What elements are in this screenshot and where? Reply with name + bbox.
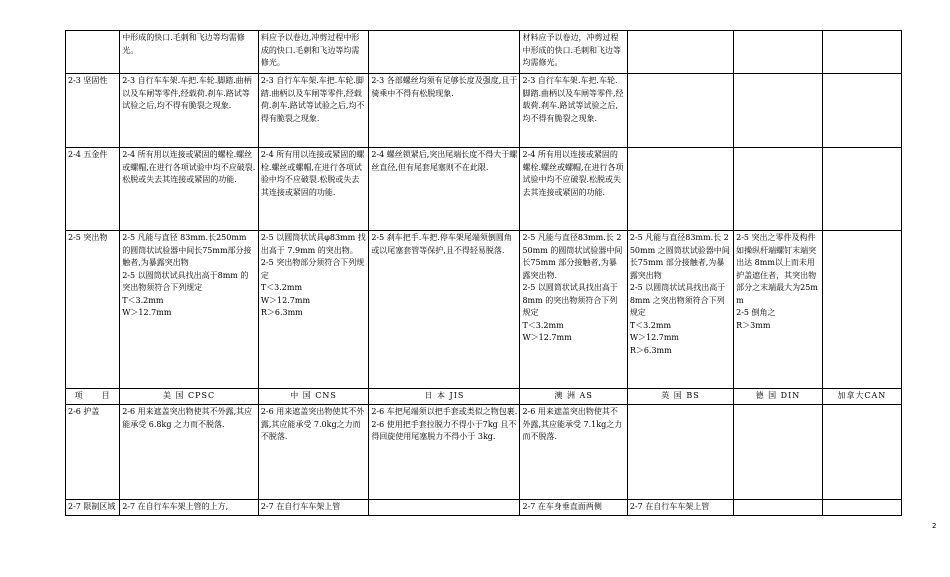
cell-germany-din: [734, 74, 823, 148]
cell-usa-cpsc: 2-6 用来遮盖突出物使其不外露,其应能承受 6.8kg 之力而不脱落.: [120, 405, 259, 500]
header-cell-canada-can: 加拿大CAN: [822, 389, 901, 405]
header-cell-australia-as: 澳 洲 AS: [520, 389, 627, 405]
cell-australia-as: 2-3 自行车车架.车把.车轮.脚踏.曲柄以及车闸等零件,经载荷.刹车.路试等试验之后,均不得有脆裂之现象.: [520, 74, 627, 148]
cell-item: 2-7 限制区域: [66, 500, 120, 516]
cell-australia-as: 2-5 凡能与直径83mm.长 250mm 的圆筒状试验器中间长75mm 部分接触者,为暴露突出物. 2-5 以圆筒状试具找出高于 8mm 的突出物须符合下列规定 T＜3.2mm W＞12.7mm: [520, 231, 627, 389]
cell-china-cns: 2-4 所有用以连接或紧固的螺栓.螺丝或螺帽,在进行各项试验中均不应破裂.松脱或失去其连接或紧固的功能.: [258, 148, 368, 231]
cell-australia-as: 2-4 所有用以连接或紧固的螺栓.螺丝或螺帽,在进行各项试验中均不应破裂.松脱或失去其连接或紧固的功能.: [520, 148, 627, 231]
header-cell-usa-cpsc: 美 国 CPSC: [120, 389, 259, 405]
cell-germany-din: [734, 31, 823, 74]
cell-uk-bs: 2-5 凡能与直径83mm.长 250mm 之圆筒状试验器中间长75mm 部分接触者,为暴露突出物 2-5 以圆筒状试具找出高于 8mm 之突出物须符合下列规定 T＜3.2mm W＞12.7mm R＞6.3mm: [627, 231, 733, 389]
cell-australia-as: 材料应予以卷边，冲剪过程中形成的快口.毛刺和飞边等均需修光。: [520, 31, 627, 74]
header-cell-item: 项 目: [66, 389, 120, 405]
cell-canada-can: [822, 405, 901, 500]
table-row: [66, 148, 902, 231]
cell-china-cns: 2-5 以圆筒状试具φ83mm 找出高于 7.9mm 的突出物。 2-5 突出物部分须符合下列规定 T＜3.2mm W＞12.7mm R＞6.3mm: [258, 231, 368, 389]
header-cell-china-cns: 中 国 CNS: [258, 389, 368, 405]
cell-australia-as: 2-7 在车身垂直面两侧: [520, 500, 627, 516]
cell-usa-cpsc: 2-5 凡能与直径 83mm.长250mm 的圆筒状试验器中间长75mm部分接触者,为暴露突出物 2-5 以圆筒状试具找出高于8mm 的突出物须符合下列规定 T＜3.2mm W＞12.7mm: [120, 231, 259, 389]
cell-usa-cpsc: 2-3 自行车车架.车把.车轮.脚踏.曲柄以及车闸等零件,经载荷.刹车.路试等试验之后,均不得有脆裂之现象.: [120, 74, 259, 148]
cell-china-cns: 2-7 在自行车车架上管: [258, 500, 368, 516]
cell-canada-can: [822, 31, 901, 74]
cell-item: [66, 31, 120, 74]
cell-china-cns: 2-3 自行车车架.车把.车轮.脚踏.曲柄以及车闸等零件,经载荷.刹车.路试等试验之后,均不得有脆裂之现象.: [258, 74, 368, 148]
standards-comparison-table: [65, 30, 902, 516]
cell-germany-din: 2-5 突出之零件及构件如操纵杆端螺钉末端突出达 8mm以上而未用护盖遮住者，其突出物部分之末端最大为25mm 2-5 倒角之 R＞3mm: [734, 231, 823, 389]
table-row: [66, 74, 902, 148]
cell-usa-cpsc: 2-4 所有用以连接或紧固的螺栓.螺丝或螺帽,在进行各项试验中均不应破裂.松脱或失去其连接或紧固的功能.: [120, 148, 259, 231]
cell-japan-jis: [369, 500, 520, 516]
table-header-row: [66, 389, 902, 405]
cell-japan-jis: 2-6 车把尾端须以把手套或类似之物包裹. 2-6 使用把手套拉脱力不得小于7kg 且不得回旋使用尾塞脱力不得小于 3kg.: [369, 405, 520, 500]
cell-canada-can: [822, 148, 901, 231]
cell-japan-jis: 2-3 各部螺丝均须有足够长度及强度,且于骑乘中不得有松脱现象.: [369, 74, 520, 148]
cell-item: 2-4 五金件: [66, 148, 120, 231]
table-row: [66, 405, 902, 500]
table-row: [66, 31, 902, 74]
cell-china-cns: 料应予以卷边,冲剪过程中形成的快口.毛刺和飞边等均需修光。: [258, 31, 368, 74]
table-row: [66, 500, 902, 516]
page-number: 2: [932, 522, 937, 530]
cell-japan-jis: 2-5 刹车把手.车把.停车架尾端须倒圆角或以尾塞套管等保护,且不得轻易脱落.: [369, 231, 520, 389]
cell-uk-bs: [627, 405, 733, 500]
cell-canada-can: [822, 74, 901, 148]
cell-usa-cpsc: 2-7 在自行车车架上管的上方,: [120, 500, 259, 516]
cell-japan-jis: [369, 31, 520, 74]
cell-item: 2-6 护盖: [66, 405, 120, 500]
cell-item: 2-3 坚固性: [66, 74, 120, 148]
cell-usa-cpsc: 中形成的快口.毛刺和飞边等均需修光。: [120, 31, 259, 74]
cell-uk-bs: 2-7 在自行车车架上管: [627, 500, 733, 516]
cell-germany-din: [734, 405, 823, 500]
header-cell-japan-jis: 日 本 JIS: [369, 389, 520, 405]
cell-australia-as: 2-6 用来遮盖突出物使其不外露,其应能承受 7.1kg之力而不脱落.: [520, 405, 627, 500]
cell-canada-can: [822, 231, 901, 389]
table-row: [66, 231, 902, 389]
cell-uk-bs: [627, 148, 733, 231]
cell-uk-bs: [627, 74, 733, 148]
header-cell-germany-din: 德 国 DIN: [734, 389, 823, 405]
cell-germany-din: [734, 500, 823, 516]
header-cell-uk-bs: 英 国 BS: [627, 389, 733, 405]
cell-item: 2-5 突出物: [66, 231, 120, 389]
cell-japan-jis: 2-4 螺丝锁紧后,突出尾端长度不得大于螺丝直径,但有尾套尾塞则不在此限.: [369, 148, 520, 231]
cell-uk-bs: [627, 31, 733, 74]
table-body: [66, 31, 902, 516]
cell-china-cns: 2-6 用来遮盖突出物使其不外露,其应能承受 7.0kg之力而不脱落.: [258, 405, 368, 500]
cell-germany-din: [734, 148, 823, 231]
cell-canada-can: [822, 500, 901, 516]
